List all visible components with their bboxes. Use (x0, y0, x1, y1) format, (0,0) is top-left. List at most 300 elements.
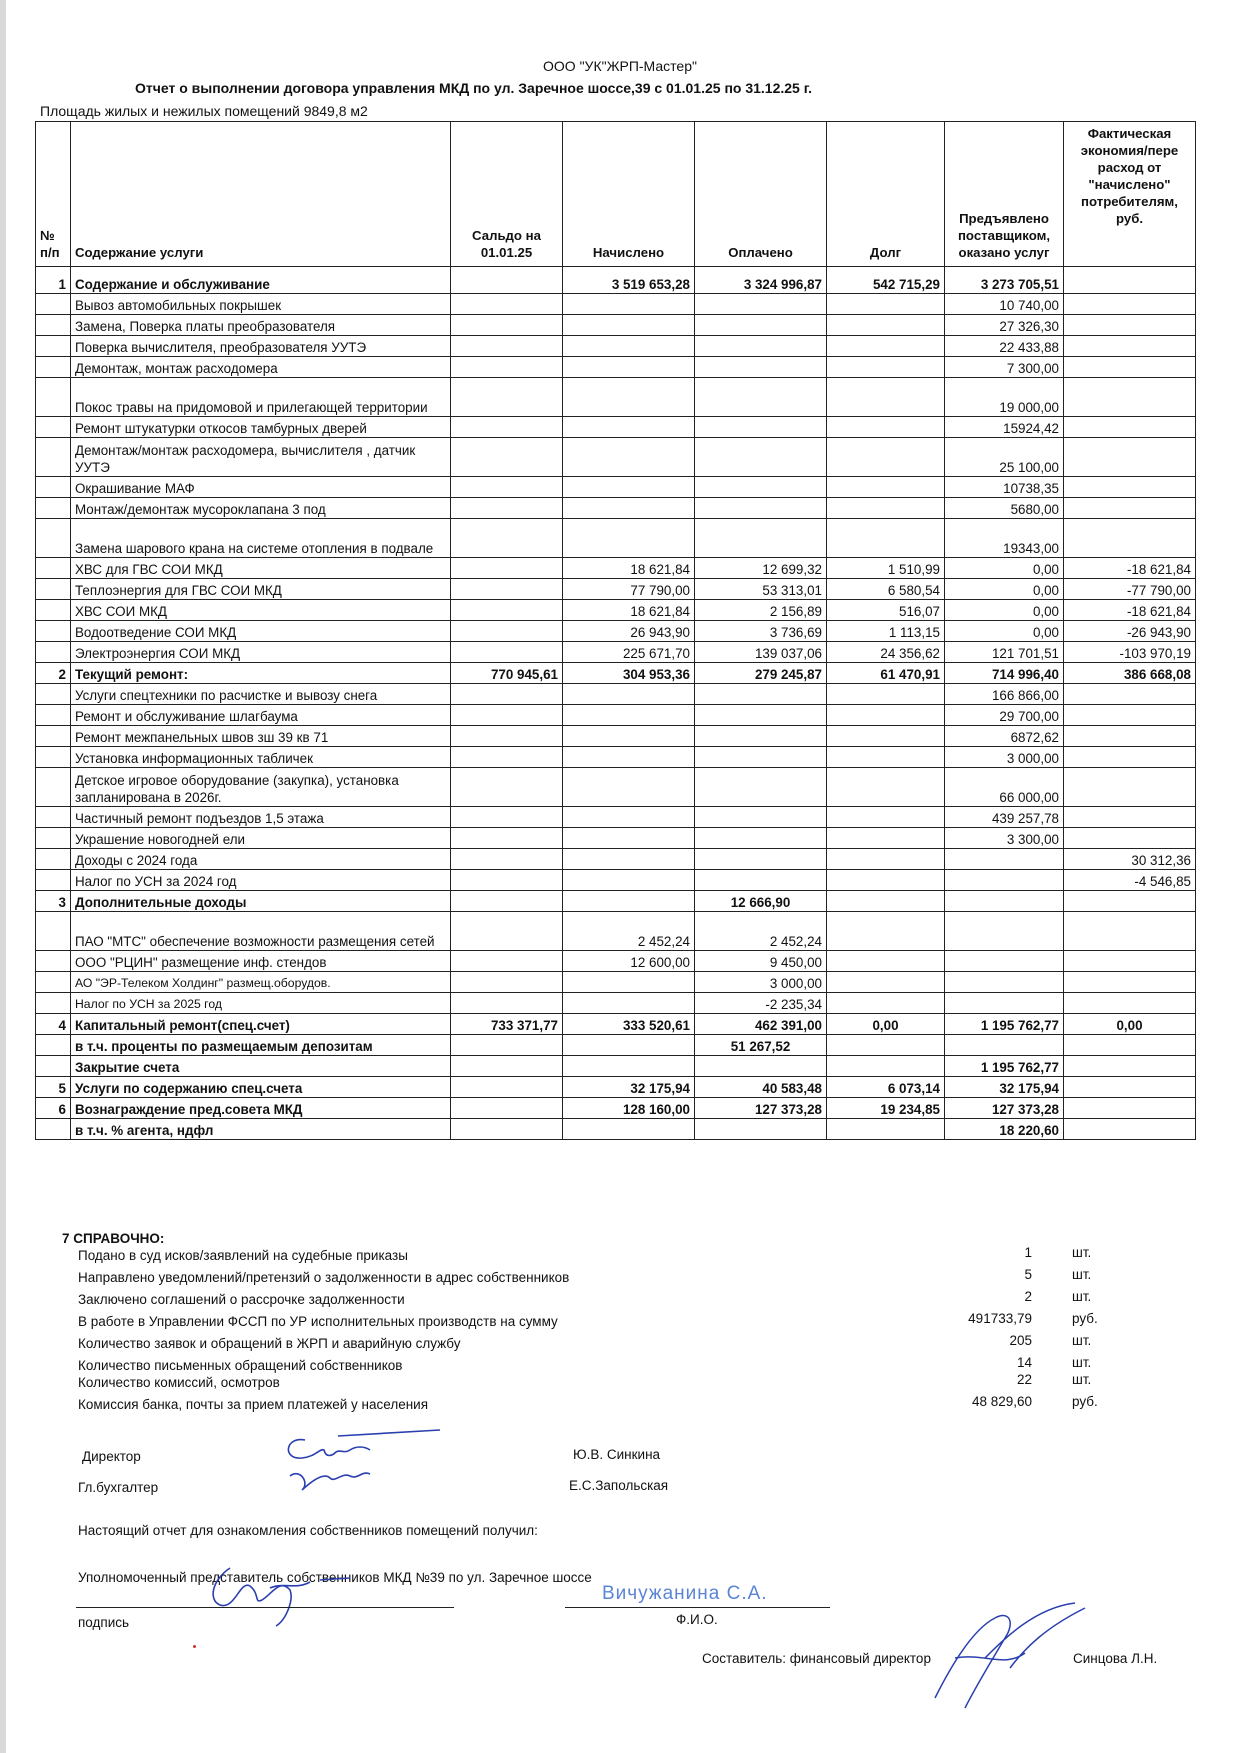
row-no: 2 (36, 663, 71, 684)
reference-unit: шт. (1072, 1355, 1092, 1370)
row-saldo (451, 438, 563, 477)
table-row (36, 807, 1196, 828)
row-saving (1064, 315, 1196, 336)
compiler-signature (915, 1598, 1095, 1718)
row-charged (563, 972, 695, 993)
row-saldo (451, 579, 563, 600)
row-no (36, 768, 71, 807)
row-presented: 19 000,00 (945, 378, 1064, 417)
table-row (36, 579, 1196, 600)
row-service: Налог по УСН за 2024 год (71, 870, 451, 891)
fio-line (565, 1607, 830, 1608)
row-debt: 0,00 (827, 1014, 945, 1035)
row-debt (827, 336, 945, 357)
row-paid: 9 450,00 (695, 951, 827, 972)
row-service: Капитальный ремонт(спец.счет) (71, 1014, 451, 1035)
row-debt (827, 1035, 945, 1056)
row-presented: 3 273 705,51 (945, 267, 1064, 294)
table-row (36, 498, 1196, 519)
reference-label: Комиссия банка, почты за прием платежей у населения (78, 1397, 429, 1412)
row-saldo (451, 747, 563, 768)
row-debt: 1 510,99 (827, 558, 945, 579)
row-service: Теплоэнергия для ГВС СОИ МКД (71, 579, 451, 600)
table-row (36, 477, 1196, 498)
table-row (36, 747, 1196, 768)
row-paid (695, 807, 827, 828)
table-row (36, 438, 1196, 477)
row-debt (827, 438, 945, 477)
table-row (36, 828, 1196, 849)
table-row (36, 1077, 1196, 1098)
row-saldo: 770 945,61 (451, 663, 563, 684)
row-paid (695, 438, 827, 477)
table-row (36, 417, 1196, 438)
row-saldo (451, 357, 563, 378)
compiler-label: Составитель: финансовый директор (702, 1651, 931, 1666)
row-saldo (451, 768, 563, 807)
row-charged (563, 1119, 695, 1140)
row-saving (1064, 336, 1196, 357)
row-no (36, 849, 71, 870)
row-no (36, 807, 71, 828)
row-no (36, 498, 71, 519)
row-charged: 26 943,90 (563, 621, 695, 642)
table-row (36, 558, 1196, 579)
row-service: Дополнительные доходы (71, 891, 451, 912)
row-paid: 12 699,32 (695, 558, 827, 579)
row-saldo (451, 870, 563, 891)
row-presented: 15924,42 (945, 417, 1064, 438)
table-row (36, 705, 1196, 726)
row-saldo (451, 294, 563, 315)
table-row (36, 768, 1196, 807)
row-presented: 439 257,78 (945, 807, 1064, 828)
row-saldo (451, 849, 563, 870)
row-saving (1064, 378, 1196, 417)
row-charged: 77 790,00 (563, 579, 695, 600)
row-paid: 279 245,87 (695, 663, 827, 684)
row-charged: 225 671,70 (563, 642, 695, 663)
row-no (36, 438, 71, 477)
table-row (36, 357, 1196, 378)
reference-unit: шт. (1072, 1289, 1092, 1304)
row-no (36, 417, 71, 438)
sign-label: подпись (78, 1615, 130, 1630)
row-service: Водоотведение СОИ МКД (71, 621, 451, 642)
row-saving (1064, 972, 1196, 993)
row-debt (827, 972, 945, 993)
row-debt (827, 768, 945, 807)
row-saldo (451, 807, 563, 828)
table-row (36, 912, 1196, 951)
row-paid: 12 666,90 (695, 891, 827, 912)
row-paid (695, 849, 827, 870)
row-paid: 462 391,00 (695, 1014, 827, 1035)
table-row (36, 972, 1196, 993)
table-row (36, 951, 1196, 972)
row-debt: 19 234,85 (827, 1098, 945, 1119)
row-saving: -4 546,85 (1064, 870, 1196, 891)
row-charged (563, 993, 695, 1014)
table-row (36, 600, 1196, 621)
row-debt: 516,07 (827, 600, 945, 621)
row-no (36, 870, 71, 891)
row-no: 4 (36, 1014, 71, 1035)
accountant-label: Гл.бухгалтер (78, 1480, 159, 1495)
row-charged (563, 870, 695, 891)
row-service: Демонтаж/монтаж расходомера, вычислителя , датчик УУТЭ (71, 438, 451, 477)
row-paid (695, 519, 827, 558)
row-presented (945, 912, 1064, 951)
table-row (36, 663, 1196, 684)
row-debt (827, 849, 945, 870)
row-service: АО "ЭР-Телеком Холдинг" размещ.оборудов. (71, 972, 451, 993)
row-service: Замена шарового крана на системе отопления в подвале (71, 519, 451, 558)
director-signature (280, 1428, 450, 1498)
scan-edge (0, 0, 6, 1753)
row-saving (1064, 951, 1196, 972)
row-presented: 25 100,00 (945, 438, 1064, 477)
table-row (36, 870, 1196, 891)
reference-unit: шт. (1072, 1333, 1092, 1348)
row-saving (1064, 477, 1196, 498)
table-row (36, 294, 1196, 315)
row-saving: -77 790,00 (1064, 579, 1196, 600)
reference-label: Направлено уведомлений/претензий о задолженности в адрес собственников (78, 1270, 570, 1285)
row-presented (945, 870, 1064, 891)
row-saving: 0,00 (1064, 1014, 1196, 1035)
row-presented (945, 1035, 1064, 1056)
col-paid-header: Оплачено (695, 122, 827, 267)
row-no (36, 336, 71, 357)
row-service: в т.ч. % агента, ндфл (71, 1119, 451, 1140)
row-service: Ремонт межпанельных швов зш 39 кв 71 (71, 726, 451, 747)
table-row (36, 1035, 1196, 1056)
table-row (36, 891, 1196, 912)
row-service: в т.ч. проценты по размещаемым депозитам (71, 1035, 451, 1056)
row-no (36, 705, 71, 726)
row-paid (695, 378, 827, 417)
row-service: Ремонт штукатурки откосов тамбурных дверей (71, 417, 451, 438)
row-no (36, 1119, 71, 1140)
row-presented: 29 700,00 (945, 705, 1064, 726)
reference-value: 5 (1024, 1267, 1032, 1282)
row-presented: 10 740,00 (945, 294, 1064, 315)
reference-value: 48 829,60 (971, 1394, 1032, 1409)
row-no (36, 579, 71, 600)
row-charged (563, 294, 695, 315)
row-debt (827, 498, 945, 519)
reference-unit: руб. (1072, 1394, 1098, 1409)
row-debt (827, 951, 945, 972)
row-no (36, 828, 71, 849)
row-debt (827, 870, 945, 891)
row-paid (695, 1056, 827, 1077)
row-presented: 3 000,00 (945, 747, 1064, 768)
table-row (36, 993, 1196, 1014)
table-row (36, 1014, 1196, 1035)
row-no (36, 519, 71, 558)
row-paid: 53 313,01 (695, 579, 827, 600)
row-paid: 3 324 996,87 (695, 267, 827, 294)
row-service: Окрашивание МАФ (71, 477, 451, 498)
row-saldo: 733 371,77 (451, 1014, 563, 1035)
col-saldo-header: Сальдо на 01.01.25 (451, 122, 563, 267)
row-saving (1064, 1077, 1196, 1098)
table-row (36, 1056, 1196, 1077)
row-saving: -18 621,84 (1064, 558, 1196, 579)
reference-value: 2 (1024, 1289, 1032, 1304)
row-saldo (451, 558, 563, 579)
reference-unit: шт. (1072, 1245, 1092, 1260)
reference-label: Заключено соглашений о рассрочке задолженности (78, 1292, 405, 1307)
row-saldo (451, 1077, 563, 1098)
row-paid (695, 417, 827, 438)
row-saving (1064, 417, 1196, 438)
row-presented: 121 701,51 (945, 642, 1064, 663)
row-saving (1064, 705, 1196, 726)
table-row (36, 519, 1196, 558)
row-saving (1064, 498, 1196, 519)
row-saldo (451, 972, 563, 993)
row-presented: 27 326,30 (945, 315, 1064, 336)
row-charged: 2 452,24 (563, 912, 695, 951)
row-presented: 10738,35 (945, 477, 1064, 498)
row-saldo (451, 828, 563, 849)
col-service-header: Содержание услуги (71, 122, 451, 267)
row-no: 3 (36, 891, 71, 912)
row-saldo (451, 498, 563, 519)
row-paid (695, 498, 827, 519)
row-presented: 18 220,60 (945, 1119, 1064, 1140)
row-charged: 32 175,94 (563, 1077, 695, 1098)
row-charged (563, 807, 695, 828)
row-paid (695, 726, 827, 747)
row-presented: 6872,62 (945, 726, 1064, 747)
received-text: Настоящий отчет для ознакомления собственников помещений получил: (78, 1523, 538, 1538)
row-paid (695, 1119, 827, 1140)
reference-label: Подано в суд исков/заявлений на судебные приказы (78, 1248, 408, 1263)
table-row (36, 267, 1196, 294)
row-saving (1064, 1098, 1196, 1119)
row-paid: 139 037,06 (695, 642, 827, 663)
row-saldo (451, 951, 563, 972)
table-row (36, 315, 1196, 336)
row-presented (945, 951, 1064, 972)
row-saving (1064, 768, 1196, 807)
row-service: Монтаж/демонтаж мусороклапана 3 под (71, 498, 451, 519)
row-no (36, 642, 71, 663)
col-no-header: № п/п (36, 122, 71, 267)
row-charged (563, 705, 695, 726)
row-no (36, 294, 71, 315)
row-presented: 66 000,00 (945, 768, 1064, 807)
row-paid: 2 156,89 (695, 600, 827, 621)
col-presented-header: Предъявлено поставщиком, оказано услуг (945, 122, 1064, 267)
row-charged: 304 953,36 (563, 663, 695, 684)
row-saving: 30 312,36 (1064, 849, 1196, 870)
reference-value: 1 (1024, 1245, 1032, 1260)
row-paid: 127 373,28 (695, 1098, 827, 1119)
row-debt (827, 357, 945, 378)
row-debt (827, 912, 945, 951)
accountant-name: Е.С.Запольская (569, 1478, 669, 1493)
row-presented: 714 996,40 (945, 663, 1064, 684)
table-row (36, 642, 1196, 663)
row-no (36, 747, 71, 768)
row-no (36, 558, 71, 579)
row-saldo (451, 726, 563, 747)
row-charged (563, 336, 695, 357)
row-saldo (451, 1119, 563, 1140)
row-charged: 333 520,61 (563, 1014, 695, 1035)
row-presented: 0,00 (945, 600, 1064, 621)
row-paid (695, 294, 827, 315)
row-service: Замена, Поверка платы преобразователя (71, 315, 451, 336)
row-presented (945, 849, 1064, 870)
row-saving (1064, 684, 1196, 705)
row-saving (1064, 726, 1196, 747)
col-saving-header: Фактическая экономия/пере расход от "начислено" потребителям, руб. (1064, 122, 1196, 267)
report-title: Отчет о выполнении договора управления МКД по ул. Заречное шоссе,39 с 01.01.25 по 31.12.25 г. (135, 80, 813, 96)
row-service: Вознаграждение пред.совета МКД (71, 1098, 451, 1119)
row-no: 1 (36, 267, 71, 294)
row-no (36, 951, 71, 972)
reference-label: В работе в Управлении ФССП по УР исполнительных производств на сумму (78, 1314, 558, 1329)
reference-value: 491733,79 (968, 1311, 1032, 1326)
table-row (36, 1098, 1196, 1119)
row-debt: 542 715,29 (827, 267, 945, 294)
row-debt (827, 705, 945, 726)
row-charged (563, 768, 695, 807)
row-presented: 3 300,00 (945, 828, 1064, 849)
row-paid (695, 747, 827, 768)
row-charged (563, 315, 695, 336)
row-no (36, 315, 71, 336)
row-charged (563, 1035, 695, 1056)
row-debt (827, 294, 945, 315)
reference-unit: шт. (1072, 1372, 1092, 1387)
row-saving (1064, 747, 1196, 768)
table-row (36, 1119, 1196, 1140)
table-row (36, 684, 1196, 705)
fio-label: Ф.И.О. (676, 1612, 718, 1627)
row-paid: 3 736,69 (695, 621, 827, 642)
row-saving (1064, 993, 1196, 1014)
representative-signature (200, 1560, 380, 1630)
row-presented: 127 373,28 (945, 1098, 1064, 1119)
row-paid (695, 477, 827, 498)
row-no: 5 (36, 1077, 71, 1098)
company-name: ООО "УК"ЖРП-Мастер" (543, 58, 697, 74)
row-charged: 12 600,00 (563, 951, 695, 972)
reference-value: 22 (1016, 1372, 1032, 1387)
reference-label: Количество комиссий, осмотров (78, 1375, 280, 1390)
row-no (36, 993, 71, 1014)
row-saldo (451, 267, 563, 294)
row-saving (1064, 267, 1196, 294)
row-presented: 5680,00 (945, 498, 1064, 519)
row-service: Электроэнергия СОИ МКД (71, 642, 451, 663)
row-presented: 1 195 762,77 (945, 1056, 1064, 1077)
row-no (36, 378, 71, 417)
row-presented (945, 891, 1064, 912)
row-paid: 51 267,52 (695, 1035, 827, 1056)
row-debt: 1 113,15 (827, 621, 945, 642)
row-saving: -103 970,19 (1064, 642, 1196, 663)
report-table (35, 121, 1196, 1140)
row-service: Текущий ремонт: (71, 663, 451, 684)
row-saving: -26 943,90 (1064, 621, 1196, 642)
reference-unit: руб. (1072, 1311, 1098, 1326)
row-charged (563, 498, 695, 519)
row-debt (827, 684, 945, 705)
reference-value: 14 (1016, 1355, 1032, 1370)
row-service: Частичный ремонт подъездов 1,5 этажа (71, 807, 451, 828)
row-saving (1064, 438, 1196, 477)
row-presented: 7 300,00 (945, 357, 1064, 378)
reference-title: 7 СПРАВОЧНО: (62, 1231, 165, 1246)
row-service: ПАО "МТС" обеспечение возможности размещения сетей (71, 912, 451, 951)
row-debt (827, 378, 945, 417)
row-presented: 32 175,94 (945, 1077, 1064, 1098)
row-saldo (451, 912, 563, 951)
row-service: Демонтаж, монтаж расходомера (71, 357, 451, 378)
row-service: ХВС СОИ МКД (71, 600, 451, 621)
row-saldo (451, 1098, 563, 1119)
row-saldo (451, 993, 563, 1014)
row-paid: 3 000,00 (695, 972, 827, 993)
row-saving: 386 668,08 (1064, 663, 1196, 684)
reference-unit: шт. (1072, 1267, 1092, 1282)
row-debt (827, 1056, 945, 1077)
row-saving (1064, 294, 1196, 315)
row-paid (695, 828, 827, 849)
row-charged (563, 477, 695, 498)
table-row (36, 621, 1196, 642)
row-saldo (451, 1056, 563, 1077)
row-presented: 0,00 (945, 579, 1064, 600)
row-debt (827, 828, 945, 849)
row-no (36, 477, 71, 498)
row-saving: -18 621,84 (1064, 600, 1196, 621)
row-no (36, 1035, 71, 1056)
row-debt (827, 891, 945, 912)
row-saldo (451, 378, 563, 417)
table-header-row (36, 122, 1196, 267)
col-debt-header: Долг (827, 122, 945, 267)
row-debt: 6 580,54 (827, 579, 945, 600)
row-paid: 40 583,48 (695, 1077, 827, 1098)
row-charged (563, 438, 695, 477)
row-saving (1064, 1119, 1196, 1140)
ink-dot (193, 1645, 196, 1648)
row-debt (827, 477, 945, 498)
row-service: ХВС для ГВС СОИ МКД (71, 558, 451, 579)
row-saldo (451, 336, 563, 357)
row-saldo (451, 891, 563, 912)
row-debt (827, 747, 945, 768)
row-service: ООО "РЦИН" размещение инф. стендов (71, 951, 451, 972)
row-saldo (451, 642, 563, 663)
row-no: 6 (36, 1098, 71, 1119)
row-no (36, 684, 71, 705)
row-saldo (451, 519, 563, 558)
row-paid (695, 336, 827, 357)
row-paid (695, 315, 827, 336)
row-charged (563, 1056, 695, 1077)
row-charged (563, 378, 695, 417)
